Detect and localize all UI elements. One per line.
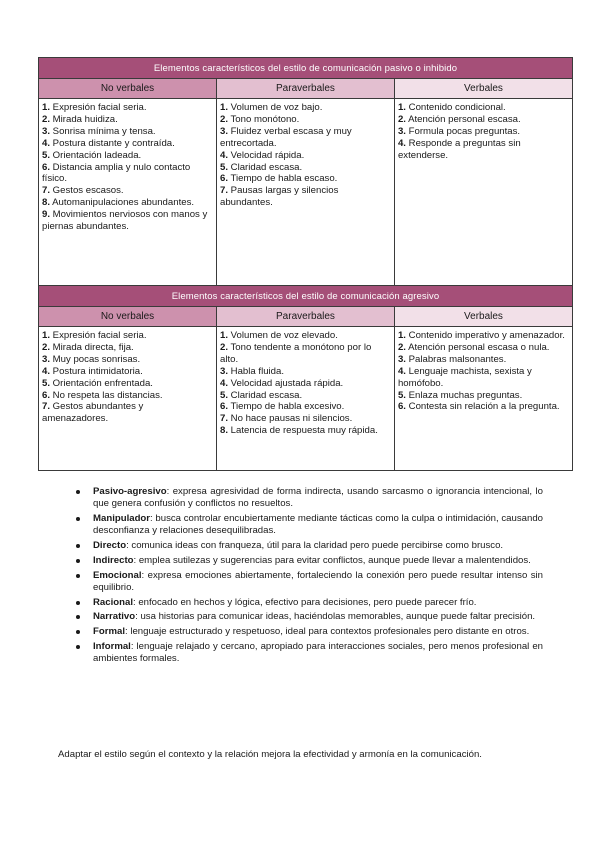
item-number: 2. bbox=[397, 113, 406, 125]
style-term: Manipulador bbox=[93, 513, 151, 524]
item-text: Distancia amplia y nulo contacto físico. bbox=[42, 161, 191, 185]
item-number: 8. bbox=[219, 425, 228, 437]
item-number: 5. bbox=[219, 161, 228, 173]
item-number: 7. bbox=[42, 401, 51, 413]
table-item bbox=[220, 378, 390, 390]
table-item bbox=[398, 126, 568, 138]
item-number: 6. bbox=[42, 389, 51, 401]
style-list-item bbox=[55, 540, 543, 552]
item-number: 9. bbox=[42, 209, 51, 221]
style-term: Directo bbox=[93, 540, 127, 551]
item-text: Volumen de voz bajo. bbox=[228, 102, 323, 113]
item-number: 1. bbox=[219, 330, 228, 341]
table-item bbox=[42, 197, 212, 209]
item-text: Postura intimidatoria. bbox=[50, 365, 143, 377]
item-text: No respeta las distancias. bbox=[50, 389, 163, 401]
table-item bbox=[398, 114, 568, 126]
style-description: : expresa emociones abiertamente, fortaleciendo la conexión pero puede resultar intenso sin equilibrio. bbox=[93, 569, 543, 593]
item-text: Expresión facial seria. bbox=[50, 330, 147, 341]
table-item bbox=[398, 102, 568, 114]
item-number: 7. bbox=[219, 185, 228, 197]
table-item bbox=[220, 114, 390, 126]
bullet-icon bbox=[76, 517, 80, 521]
item-text: Tono monótono. bbox=[228, 113, 300, 125]
style-description: : enfocado en hechos y lógica, efectivo para decisiones, pero puede parecer frío. bbox=[133, 596, 477, 608]
style-list-item bbox=[55, 570, 543, 594]
table-item bbox=[42, 366, 212, 378]
table-item bbox=[42, 342, 212, 354]
aggressive-table-title: Elementos característicos del estilo de comunicación agresivo bbox=[39, 286, 573, 307]
item-text: Contenido condicional. bbox=[405, 102, 506, 113]
table-item bbox=[42, 102, 212, 114]
style-term: Racional bbox=[93, 596, 133, 608]
item-text: Responde a preguntas sin extenderse. bbox=[397, 137, 521, 161]
item-number: 5. bbox=[219, 389, 228, 401]
table-item bbox=[220, 366, 390, 378]
aggressive-header-nonverbal: No verbales bbox=[39, 307, 217, 327]
passive-header-paraverbal: Paraverbales bbox=[216, 79, 394, 99]
table-item bbox=[42, 162, 212, 186]
item-text: Movimientos nerviosos con manos y piernas abundantes. bbox=[42, 209, 208, 233]
item-text: Tiempo de habla escaso. bbox=[228, 173, 338, 185]
item-text: Velocidad rápida. bbox=[228, 149, 305, 161]
item-number: 4. bbox=[397, 365, 406, 377]
item-text: Orientación enfrentada. bbox=[50, 377, 153, 389]
table-item bbox=[220, 390, 390, 402]
style-list-item bbox=[55, 626, 543, 638]
item-number: 1. bbox=[42, 102, 51, 113]
item-number: 5. bbox=[397, 389, 406, 401]
item-number: 3. bbox=[42, 353, 51, 365]
aggressive-nonverbal-cell bbox=[39, 327, 217, 471]
item-number: 4. bbox=[42, 365, 51, 377]
passive-paraverbal-cell bbox=[216, 99, 394, 289]
item-text: Tiempo de habla excesivo. bbox=[228, 401, 345, 413]
style-term: Narrativo bbox=[93, 611, 136, 623]
table-item bbox=[220, 413, 390, 425]
style-term: Informal bbox=[93, 640, 131, 652]
bullet-icon bbox=[76, 559, 80, 563]
item-number: 1. bbox=[42, 330, 51, 341]
closing-paragraph: Adaptar el estilo según el contexto y la relación mejora la efectividad y armonía en la comunicación. bbox=[58, 749, 482, 760]
item-text: Mirada directa, fija. bbox=[50, 341, 134, 353]
table-item bbox=[220, 401, 390, 413]
style-list-item bbox=[55, 597, 543, 609]
style-list-item bbox=[55, 486, 543, 510]
item-number: 2. bbox=[42, 341, 51, 353]
passive-header-verbal: Verbales bbox=[394, 79, 572, 99]
table-item bbox=[220, 102, 390, 114]
item-number: 2. bbox=[219, 341, 228, 353]
item-number: 5. bbox=[42, 377, 51, 389]
table-item bbox=[398, 138, 568, 162]
table-item bbox=[398, 401, 568, 413]
communication-styles-list bbox=[55, 486, 543, 668]
item-text: Fluidez verbal escasa y muy entrecortada. bbox=[219, 125, 352, 149]
item-text: Claridad escasa. bbox=[228, 161, 303, 173]
style-term: Formal bbox=[93, 626, 125, 638]
table-item bbox=[398, 330, 568, 342]
item-number: 6. bbox=[219, 401, 228, 413]
item-number: 6. bbox=[42, 161, 51, 173]
item-number: 4. bbox=[219, 377, 228, 389]
table-item bbox=[220, 342, 390, 366]
table-item bbox=[398, 390, 568, 402]
item-text: Tono tendente a monótono por lo alto. bbox=[219, 341, 372, 365]
style-description: : usa historias para comunicar ideas, haciéndolas memorables, aunque puede faltar precisión. bbox=[135, 611, 536, 623]
table-item bbox=[42, 185, 212, 197]
bullet-icon bbox=[76, 544, 80, 548]
item-text: Orientación ladeada. bbox=[50, 149, 142, 161]
bullet-icon bbox=[76, 630, 80, 634]
table-item bbox=[398, 366, 568, 390]
table-item bbox=[220, 162, 390, 174]
item-number: 1. bbox=[219, 102, 228, 113]
item-number: 3. bbox=[42, 125, 51, 137]
passive-table-title: Elementos característicos del estilo de comunicación pasivo o inhibido bbox=[39, 58, 573, 79]
item-text: Postura distante y contraída. bbox=[50, 137, 175, 149]
aggressive-header-paraverbal: Paraverbales bbox=[216, 307, 394, 327]
style-description: : comunica ideas con franqueza, útil para la claridad pero puede percibirse como brusco. bbox=[126, 540, 504, 551]
item-text: Mirada huidiza. bbox=[50, 113, 118, 125]
table-item bbox=[42, 378, 212, 390]
item-number: 7. bbox=[219, 413, 228, 425]
aggressive-verbal-cell bbox=[394, 327, 572, 471]
table-item bbox=[42, 126, 212, 138]
item-number: 7. bbox=[42, 185, 51, 197]
style-description: : expresa agresividad de forma indirecta, usando sarcasmo o ignorancia intencional, lo que genera confusión y conflictos no resueltos. bbox=[93, 486, 543, 510]
passive-style-table bbox=[38, 57, 573, 289]
table-item bbox=[220, 330, 390, 342]
item-number: 6. bbox=[219, 173, 228, 185]
passive-verbal-cell bbox=[394, 99, 572, 289]
item-number: 1. bbox=[397, 102, 406, 113]
item-text: Volumen de voz elevado. bbox=[228, 330, 338, 341]
item-text: Atención personal escasa o nula. bbox=[405, 341, 550, 353]
item-number: 4. bbox=[397, 137, 406, 149]
item-number: 1. bbox=[397, 330, 406, 341]
item-text: Gestos escasos. bbox=[50, 185, 124, 197]
style-description: : lenguaje relajado y cercano, apropiado para interacciones sociales, pero menos profesional en ambientes formales. bbox=[93, 640, 543, 665]
bullet-icon bbox=[76, 615, 80, 619]
item-text: Claridad escasa. bbox=[228, 389, 303, 401]
table-item bbox=[220, 185, 390, 209]
table-item bbox=[220, 126, 390, 150]
item-text: Muy pocas sonrisas. bbox=[50, 353, 141, 365]
aggressive-paraverbal-cell bbox=[216, 327, 394, 471]
table-item bbox=[42, 138, 212, 150]
passive-header-nonverbal: No verbales bbox=[39, 79, 217, 99]
table-item bbox=[220, 173, 390, 185]
aggressive-style-table bbox=[38, 285, 573, 471]
item-number: 6. bbox=[397, 401, 406, 413]
bullet-icon bbox=[76, 645, 80, 649]
table-item bbox=[42, 330, 212, 342]
item-text: Atención personal escasa. bbox=[405, 113, 521, 125]
item-number: 4. bbox=[42, 137, 51, 149]
item-text: Automanipulaciones abundantes. bbox=[50, 197, 195, 209]
item-number: 3. bbox=[219, 365, 228, 377]
item-number: 2. bbox=[42, 113, 51, 125]
item-text: Enlaza muchas preguntas. bbox=[405, 389, 523, 401]
style-list-item bbox=[55, 611, 543, 623]
passive-nonverbal-cell bbox=[39, 99, 217, 289]
table-item bbox=[42, 401, 212, 425]
item-number: 2. bbox=[397, 341, 406, 353]
table-item bbox=[220, 150, 390, 162]
item-number: 3. bbox=[219, 125, 228, 137]
item-number: 3. bbox=[397, 125, 406, 137]
table-item bbox=[42, 114, 212, 126]
bullet-icon bbox=[76, 601, 80, 605]
table-item bbox=[42, 209, 212, 233]
item-text: Latencia de respuesta muy rápida. bbox=[228, 425, 378, 437]
style-description: : emplea sutilezas y sugerencias para evitar conflictos, aunque puede llevar a malentendidos. bbox=[133, 554, 531, 566]
style-term: Pasivo-agresivo bbox=[93, 486, 167, 497]
item-text: Contesta sin relación a la pregunta. bbox=[405, 401, 560, 413]
item-text: Sonrisa mínima y tensa. bbox=[50, 125, 156, 137]
table-item bbox=[42, 390, 212, 402]
item-text: Palabras malsonantes. bbox=[405, 353, 507, 365]
style-description: : busca controlar encubiertamente mediante tácticas como la culpa o intimidación, causando desconfianza y relaciones desequilibradas. bbox=[93, 513, 543, 537]
style-term: Indirecto bbox=[93, 554, 134, 566]
item-text: Pausas largas y silencios abundantes. bbox=[219, 185, 339, 209]
table-item bbox=[398, 342, 568, 354]
aggressive-header-verbal: Verbales bbox=[394, 307, 572, 327]
style-list-item bbox=[55, 641, 543, 665]
bullet-icon bbox=[76, 574, 80, 578]
style-description: : lenguaje estructurado y respetuoso, ideal para contextos profesionales pero distante en otros. bbox=[125, 626, 530, 638]
item-text: Habla fluida. bbox=[228, 365, 284, 377]
item-text: Contenido imperativo y amenazador. bbox=[405, 330, 565, 341]
table-item bbox=[220, 425, 390, 437]
item-number: 2. bbox=[219, 113, 228, 125]
style-list-item bbox=[55, 555, 543, 567]
bullet-icon bbox=[76, 490, 80, 494]
table-item bbox=[398, 354, 568, 366]
item-number: 8. bbox=[42, 197, 51, 209]
style-term: Emocional bbox=[93, 569, 142, 581]
item-number: 4. bbox=[219, 149, 228, 161]
item-text: Velocidad ajustada rápida. bbox=[228, 377, 344, 389]
item-text: Expresión facial seria. bbox=[50, 102, 147, 113]
item-text: No hace pausas ni silencios. bbox=[228, 413, 353, 425]
table-item bbox=[42, 354, 212, 366]
item-number: 3. bbox=[397, 353, 406, 365]
style-list-item bbox=[55, 513, 543, 537]
item-text: Formula pocas preguntas. bbox=[405, 125, 521, 137]
item-number: 5. bbox=[42, 149, 51, 161]
item-text: Lenguaje machista, sexista y homófobo. bbox=[397, 365, 532, 389]
item-text: Gestos abundantes y amenazadores. bbox=[42, 401, 144, 425]
table-item bbox=[42, 150, 212, 162]
